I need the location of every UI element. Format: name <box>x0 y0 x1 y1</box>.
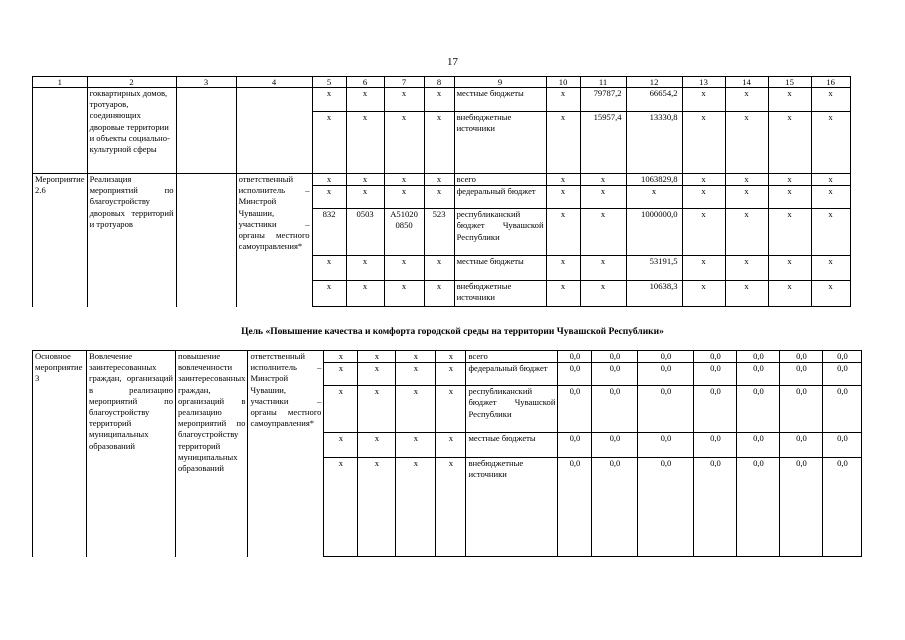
cell: x <box>682 256 725 281</box>
cell: x <box>768 174 811 186</box>
funding-source-cell: республиканский бюджет Чувашской Республики <box>466 386 558 433</box>
cell <box>33 88 88 174</box>
cell: 0,0 <box>638 363 694 386</box>
cell: x <box>811 209 850 256</box>
cell: x <box>312 174 346 186</box>
cell: x <box>424 186 454 209</box>
cell: x <box>626 186 682 209</box>
cell: x <box>811 256 850 281</box>
cell: x <box>424 174 454 186</box>
cell: x <box>436 363 466 386</box>
cell: 0,0 <box>823 363 862 386</box>
cell: x <box>346 112 384 174</box>
cell: x <box>396 458 436 557</box>
cell: 0,0 <box>780 433 823 458</box>
header-cell: 9 <box>454 77 546 88</box>
cell: 0,0 <box>823 386 862 433</box>
header-cell: 13 <box>682 77 725 88</box>
cell: 832 <box>312 209 346 256</box>
cell: x <box>346 174 384 186</box>
cell: 0,0 <box>694 458 737 557</box>
cell: x <box>424 281 454 307</box>
cell: 0,0 <box>780 458 823 557</box>
cell: x <box>725 209 768 256</box>
cell: x <box>384 281 424 307</box>
cell: x <box>436 386 466 433</box>
cell: 66654,2 <box>626 88 682 112</box>
funding-source-cell: федеральный бюджет <box>454 186 546 209</box>
executor-cell: ответственный исполнитель – Минстрой Чувашии, участники – органы местного самоуправления* <box>248 351 324 557</box>
cell: x <box>324 351 358 363</box>
header-cell: 11 <box>580 77 626 88</box>
cell: 0,0 <box>592 458 638 557</box>
cell: x <box>546 174 580 186</box>
cell: 0,0 <box>780 363 823 386</box>
cell: x <box>346 256 384 281</box>
cell: x <box>682 281 725 307</box>
cell: x <box>358 458 396 557</box>
cell: x <box>811 88 850 112</box>
cell: x <box>384 112 424 174</box>
cell: 0,0 <box>780 351 823 363</box>
cell <box>176 174 236 307</box>
header-cell: 12 <box>626 77 682 88</box>
header-row <box>33 77 851 88</box>
cell: 0,0 <box>694 351 737 363</box>
cell: x <box>580 281 626 307</box>
funding-source-cell: внебюджетные источники <box>466 458 558 557</box>
table-row <box>33 174 851 186</box>
cell: 79787,2 <box>580 88 626 112</box>
cell: 53191,5 <box>626 256 682 281</box>
cell: x <box>768 281 811 307</box>
header-cell: 14 <box>725 77 768 88</box>
cell: x <box>725 256 768 281</box>
header-cell: 8 <box>424 77 454 88</box>
cell: x <box>768 88 811 112</box>
goal-indicator-cell: повышение вовлеченности заинтересованных граждан, организаций в реализацию мероприятий по благоустройству территорий муниципальных образований <box>176 351 248 557</box>
cell: x <box>682 174 725 186</box>
cell: x <box>580 174 626 186</box>
cell: x <box>436 351 466 363</box>
cell: x <box>811 174 850 186</box>
cell: x <box>312 88 346 112</box>
cell: x <box>396 363 436 386</box>
cell: 0503 <box>346 209 384 256</box>
cell: x <box>358 386 396 433</box>
cell: x <box>396 386 436 433</box>
cell: x <box>312 256 346 281</box>
cell: x <box>424 88 454 112</box>
header-cell: 10 <box>546 77 580 88</box>
funding-source-cell: местные бюджеты <box>454 256 546 281</box>
cell: x <box>811 186 850 209</box>
header-cell: 7 <box>384 77 424 88</box>
cell: x <box>682 88 725 112</box>
funding-source-cell: внебюджетные источники <box>454 281 546 307</box>
cell: 0,0 <box>694 433 737 458</box>
cell: 0,0 <box>823 351 862 363</box>
cell: 0,0 <box>558 351 592 363</box>
cell: x <box>324 386 358 433</box>
cell: x <box>725 281 768 307</box>
activity-number-cell: Основное мероприятие 3 <box>33 351 87 557</box>
funding-source-cell: всего <box>454 174 546 186</box>
activity-number-cell: Мероприятие 2.6 <box>33 174 88 307</box>
cell: x <box>546 281 580 307</box>
cell: 0,0 <box>638 351 694 363</box>
cell: 0,0 <box>694 363 737 386</box>
cell: 0,0 <box>638 458 694 557</box>
cell: x <box>312 112 346 174</box>
funding-source-cell: всего <box>466 351 558 363</box>
cell: x <box>546 186 580 209</box>
cell: x <box>580 256 626 281</box>
cell: x <box>396 433 436 458</box>
table-row <box>33 351 862 363</box>
cell: x <box>580 209 626 256</box>
cell: x <box>424 256 454 281</box>
cell: 0,0 <box>737 458 780 557</box>
executor-cell: ответственный исполнитель – Минстрой Чувашии, участники – органы местного самоуправления* <box>236 174 312 307</box>
cell: x <box>312 186 346 209</box>
cell: 0,0 <box>592 363 638 386</box>
cell: 0,0 <box>558 386 592 433</box>
funding-source-cell: местные бюджеты <box>454 88 546 112</box>
cell: x <box>725 174 768 186</box>
cell: x <box>768 209 811 256</box>
cell: x <box>725 88 768 112</box>
cell: x <box>811 281 850 307</box>
header-cell: 5 <box>312 77 346 88</box>
cell: 0,0 <box>638 386 694 433</box>
cell: 10638,3 <box>626 281 682 307</box>
cell: 0,0 <box>780 386 823 433</box>
cell: x <box>346 186 384 209</box>
cell: x <box>384 174 424 186</box>
cell: 13330,8 <box>626 112 682 174</box>
header-cell: 1 <box>33 77 88 88</box>
cell: x <box>324 433 358 458</box>
cell: 0,0 <box>558 458 592 557</box>
activity-name-cell: гоквартирных домов, тротуаров, соединяющих дворовые территории и объекты социально-культурной сферы <box>87 88 176 174</box>
cell: 15957,4 <box>580 112 626 174</box>
cell: 0,0 <box>558 363 592 386</box>
cell: 0,0 <box>737 386 780 433</box>
cell: x <box>546 112 580 174</box>
cell: x <box>725 112 768 174</box>
cell: 0,0 <box>737 433 780 458</box>
cell: 523 <box>424 209 454 256</box>
cell: x <box>682 209 725 256</box>
header-cell: 2 <box>87 77 176 88</box>
cell: 1000000,0 <box>626 209 682 256</box>
cell: А51020 0850 <box>384 209 424 256</box>
cell: x <box>324 363 358 386</box>
goal-heading: Цель «Повышение качества и комфорта городской среды на территории Чувашской Республики» <box>241 327 664 337</box>
cell: 0,0 <box>823 433 862 458</box>
cell: x <box>358 433 396 458</box>
header-cell: 16 <box>811 77 850 88</box>
cell: x <box>358 351 396 363</box>
cell: x <box>682 112 725 174</box>
cell: x <box>396 351 436 363</box>
cell: 0,0 <box>823 458 862 557</box>
cell: 0,0 <box>592 351 638 363</box>
cell: x <box>358 363 396 386</box>
cell: x <box>384 88 424 112</box>
cell: x <box>546 209 580 256</box>
cell: x <box>324 458 358 557</box>
cell: 0,0 <box>592 433 638 458</box>
header-cell: 6 <box>346 77 384 88</box>
cell: x <box>436 433 466 458</box>
cell: 0,0 <box>592 386 638 433</box>
activity-name-cell: Вовлечение заинтересованных граждан, организаций в реализацию мероприятий по благоустройству территорий муниципальных образований <box>87 351 176 557</box>
cell: 1063829,8 <box>626 174 682 186</box>
funding-source-cell: местные бюджеты <box>466 433 558 458</box>
funding-source-cell: внебюджетные источники <box>454 112 546 174</box>
cell: x <box>436 458 466 557</box>
cell: x <box>768 256 811 281</box>
cell <box>236 88 312 174</box>
cell: x <box>768 112 811 174</box>
program-table-top <box>32 76 851 307</box>
cell: x <box>424 112 454 174</box>
cell: 0,0 <box>737 351 780 363</box>
header-cell: 3 <box>176 77 236 88</box>
cell <box>176 88 236 174</box>
program-table-bottom <box>32 350 862 557</box>
header-cell: 4 <box>236 77 312 88</box>
cell: x <box>725 186 768 209</box>
cell: x <box>346 281 384 307</box>
cell: x <box>546 88 580 112</box>
cell: 0,0 <box>638 433 694 458</box>
cell: 0,0 <box>737 363 780 386</box>
page-number: 17 <box>447 56 458 68</box>
cell: x <box>580 186 626 209</box>
cell: x <box>811 112 850 174</box>
cell: 0,0 <box>558 433 592 458</box>
cell: x <box>384 256 424 281</box>
cell: x <box>682 186 725 209</box>
cell: x <box>384 186 424 209</box>
funding-source-cell: федеральный бюджет <box>466 363 558 386</box>
cell: x <box>768 186 811 209</box>
table-row <box>33 88 851 112</box>
funding-source-cell: республиканский бюджет Чувашской Республики <box>454 209 546 256</box>
cell: x <box>546 256 580 281</box>
cell: x <box>312 281 346 307</box>
activity-name-cell: Реализация мероприятий по благоустройству дворовых территорий и тротуаров <box>87 174 176 307</box>
cell: x <box>346 88 384 112</box>
cell: 0,0 <box>694 386 737 433</box>
header-cell: 15 <box>768 77 811 88</box>
